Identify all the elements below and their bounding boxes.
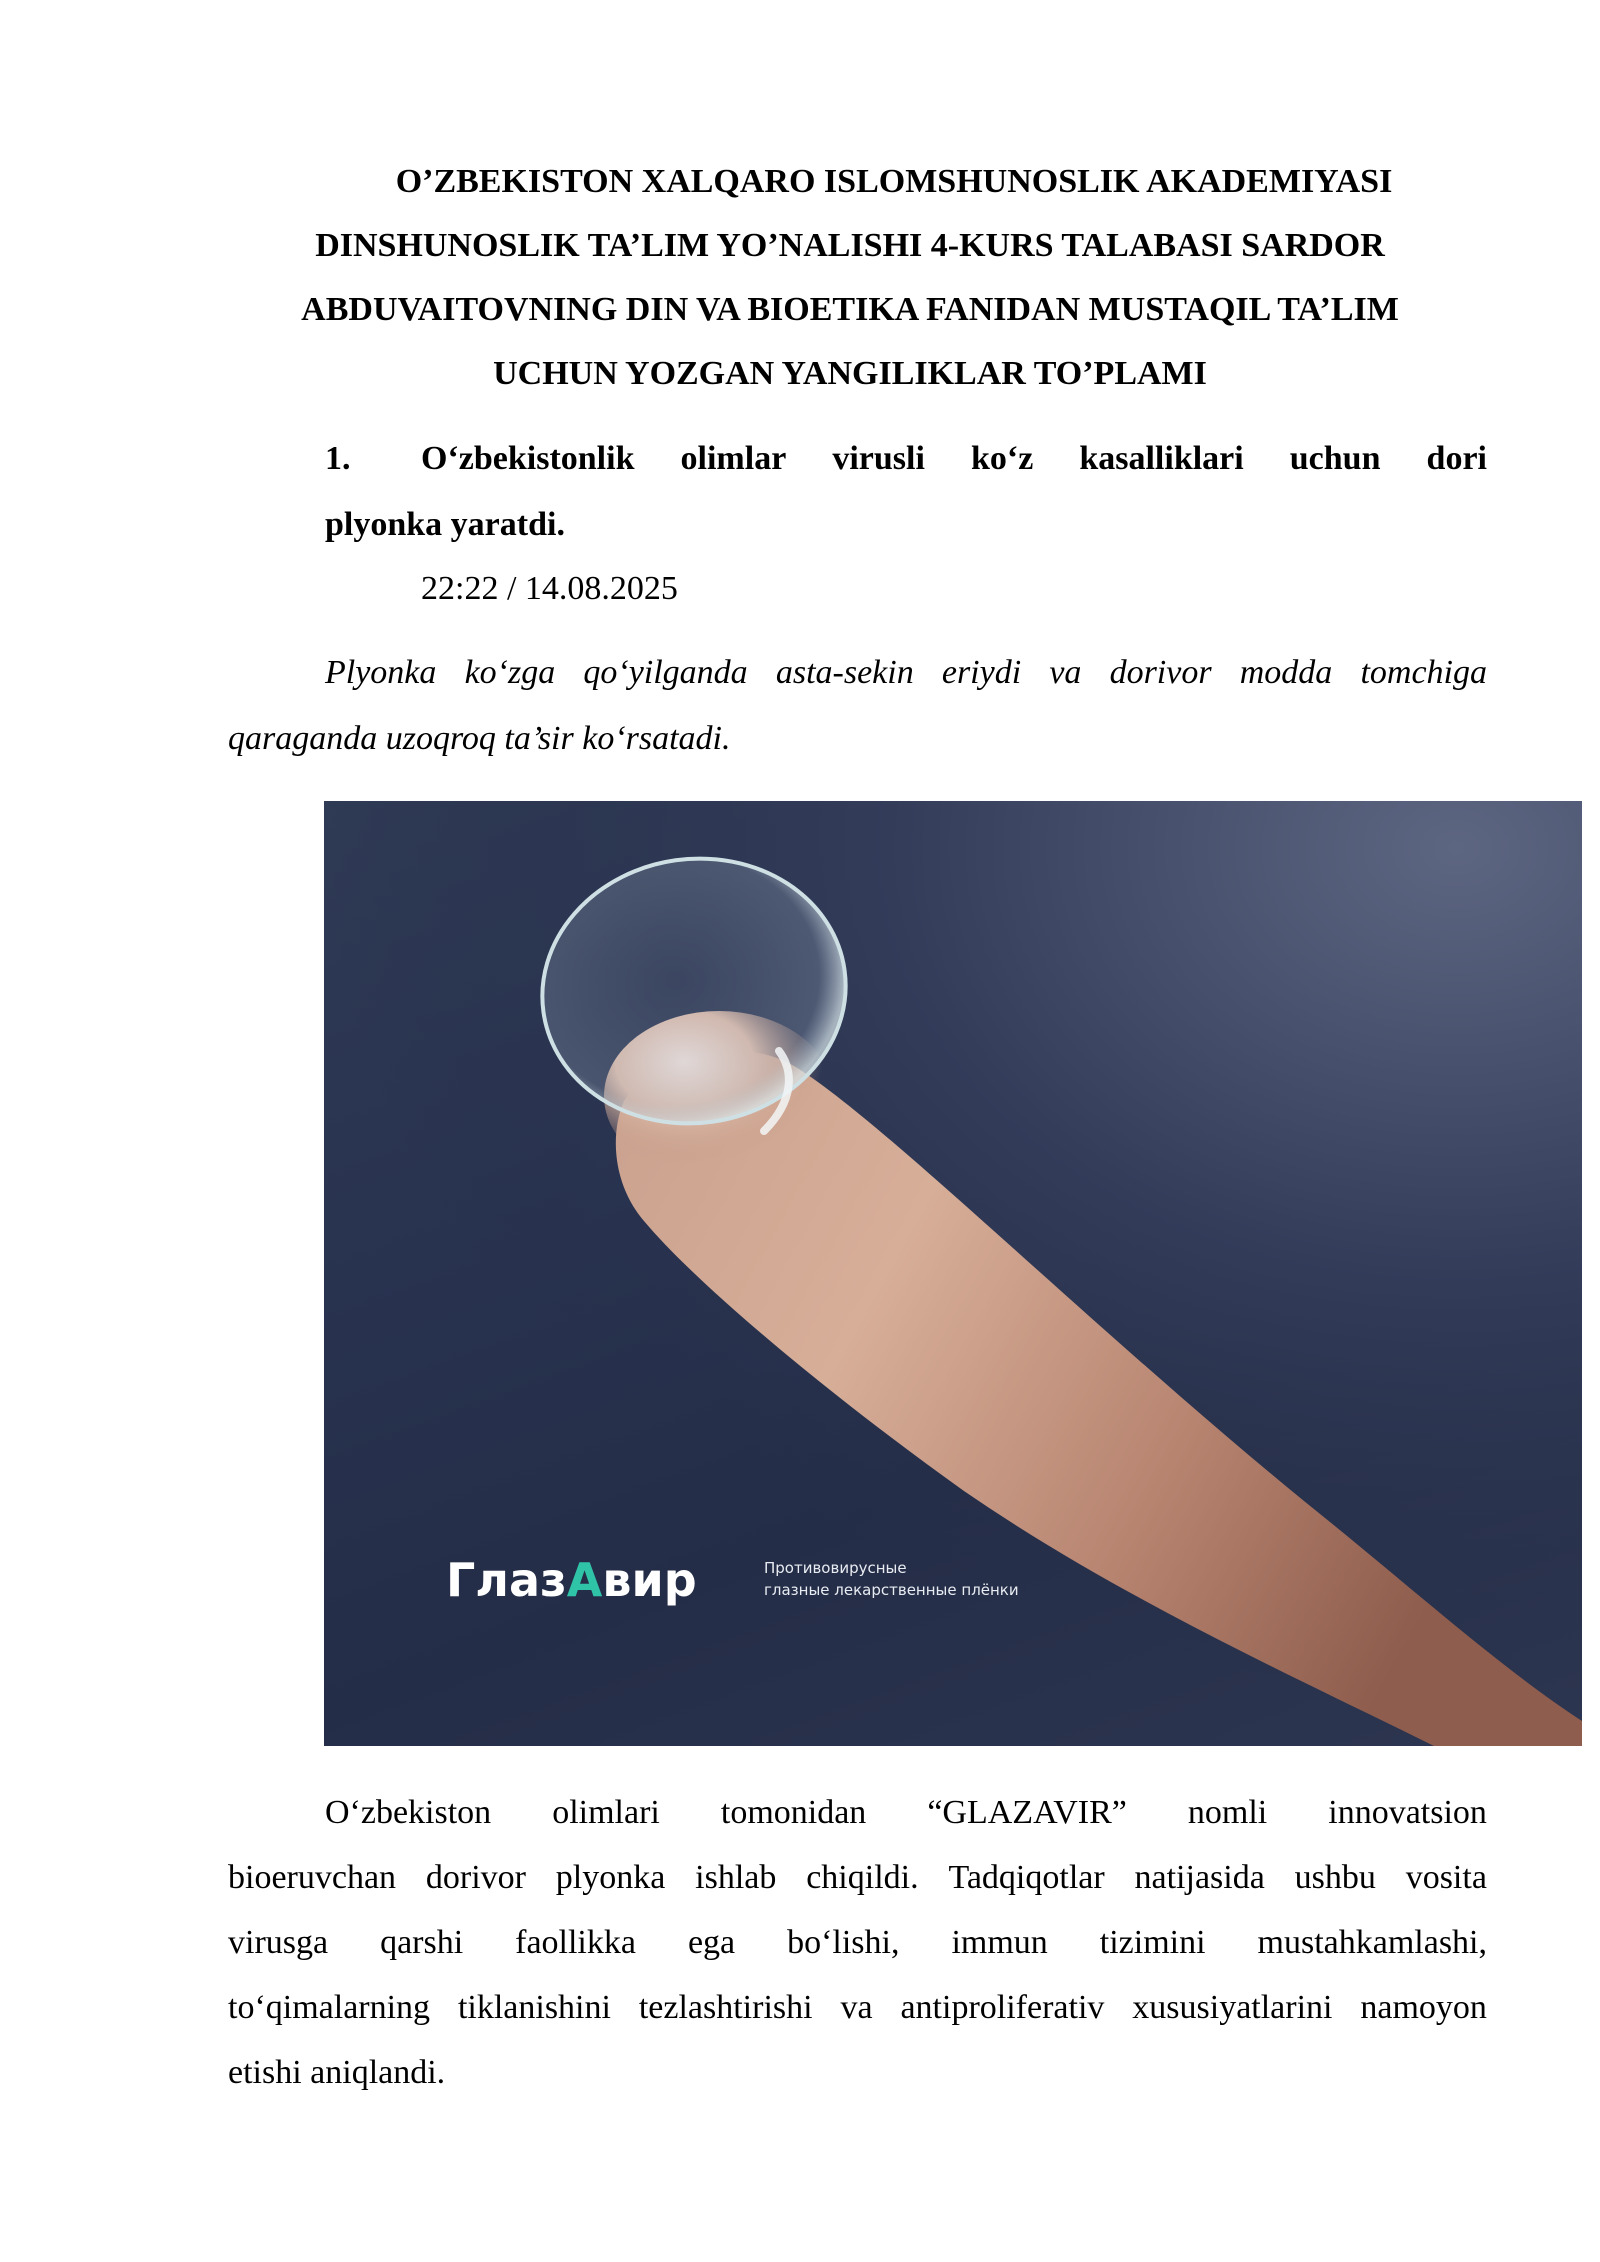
headline-text-line2: plyonka yaratdi. <box>325 506 565 543</box>
word: modda <box>1239 654 1333 691</box>
word: dorivor <box>1109 654 1212 691</box>
word: bioeruvchan <box>228 1859 397 1896</box>
word: faollikka <box>515 1924 636 1961</box>
word: ko‘zga <box>464 654 556 691</box>
lead-line1 <box>228 640 1487 706</box>
body-line: etishi aniqlandi. <box>228 2054 446 2091</box>
document-title <box>200 150 1500 406</box>
word: olimlar <box>680 440 787 477</box>
svg-text:ГлазАвир <box>446 1553 697 1607</box>
word: tizimini <box>1099 1924 1206 1961</box>
news-lead <box>228 640 1487 772</box>
word: bo‘lishi, <box>787 1924 900 1961</box>
brand-tagline-line1: Противовирусные <box>764 1559 907 1577</box>
word: virusga <box>228 1924 329 1961</box>
word: virusli <box>832 440 925 477</box>
word: olimlari <box>552 1794 660 1831</box>
word: “GLAZAVIR” <box>927 1794 1127 1831</box>
body-line <box>228 1845 1487 1910</box>
word: tezlashtirishi <box>638 1989 813 2026</box>
title-line: UCHUN YOZGAN YANGILIKLAR TO’PLAMI <box>493 355 1207 392</box>
title-line: O’ZBEKISTON XALQARO ISLOMSHUNOSLIK AKADEMIYASI <box>395 163 1393 200</box>
word: uchun <box>1289 440 1381 477</box>
brand-part-2: вир <box>602 1553 697 1607</box>
word: tomchiga <box>1360 654 1487 691</box>
word: ega <box>687 1924 736 1961</box>
word: innovatsion <box>1328 1794 1487 1831</box>
word: Tadqiqotlar <box>948 1859 1105 1896</box>
body-line <box>228 1910 1487 1975</box>
word: ishlab <box>695 1859 777 1896</box>
body-line <box>228 1780 1487 1845</box>
news-headline <box>325 426 1487 558</box>
body-line <box>228 1975 1487 2040</box>
word: nomli <box>1187 1794 1268 1831</box>
word: dori <box>1426 440 1487 477</box>
word: ushbu <box>1294 1859 1376 1896</box>
word: xususiyatlarini <box>1132 1989 1333 2026</box>
word: natijasida <box>1134 1859 1265 1896</box>
word: tiklanishini <box>457 1989 611 2026</box>
word: immun <box>951 1924 1048 1961</box>
headline-text-line1 <box>421 426 1487 492</box>
brand-accent: А <box>566 1553 603 1607</box>
news-photo <box>324 801 1582 1746</box>
contact-lens-on-finger-illustration <box>324 801 1582 1746</box>
word: O‘zbekistonlik <box>421 440 635 477</box>
word: qarshi <box>380 1924 464 1961</box>
word: plyonka <box>555 1859 666 1896</box>
word: va <box>840 1989 873 2026</box>
word: Plyonka <box>325 654 437 691</box>
brand-tagline-line2: глазные лекарственные плёнки <box>764 1581 1019 1599</box>
title-line: DINSHUNOSLIK TA’LIM YO’NALISHI 4-KURS TALABASI SARDOR <box>315 227 1385 264</box>
word: antiproliferativ <box>900 1989 1105 2026</box>
word: mustahkamlashi, <box>1257 1924 1487 1961</box>
headline-first-line <box>325 426 1487 492</box>
word: kasalliklari <box>1079 440 1244 477</box>
word: ko‘z <box>970 440 1034 477</box>
word: eriydi <box>941 654 1022 691</box>
word: namoyon <box>1360 1989 1487 2026</box>
title-line: ABDUVAITOVNING DIN VA BIOETIKA FANIDAN MUSTAQIL TA’LIM <box>301 291 1399 328</box>
word: qo‘yilganda <box>583 654 748 691</box>
word: to‘qimalarning <box>228 1989 431 2026</box>
brand-part-1: Глаз <box>446 1553 567 1607</box>
word: O‘zbekiston <box>325 1794 492 1831</box>
news-number: 1. <box>325 440 351 477</box>
word: chiqildi. <box>806 1859 919 1896</box>
word: dorivor <box>425 1859 526 1896</box>
news-timestamp: 22:22 / 14.08.2025 <box>421 570 678 607</box>
word: va <box>1049 654 1082 691</box>
word: vosita <box>1405 1859 1487 1896</box>
word: asta-sekin <box>775 654 914 691</box>
news-body <box>228 1780 1487 2105</box>
lead-line2: qaraganda uzoqroq ta’sir ko‘rsatadi. <box>228 720 731 757</box>
word: tomonidan <box>720 1794 867 1831</box>
